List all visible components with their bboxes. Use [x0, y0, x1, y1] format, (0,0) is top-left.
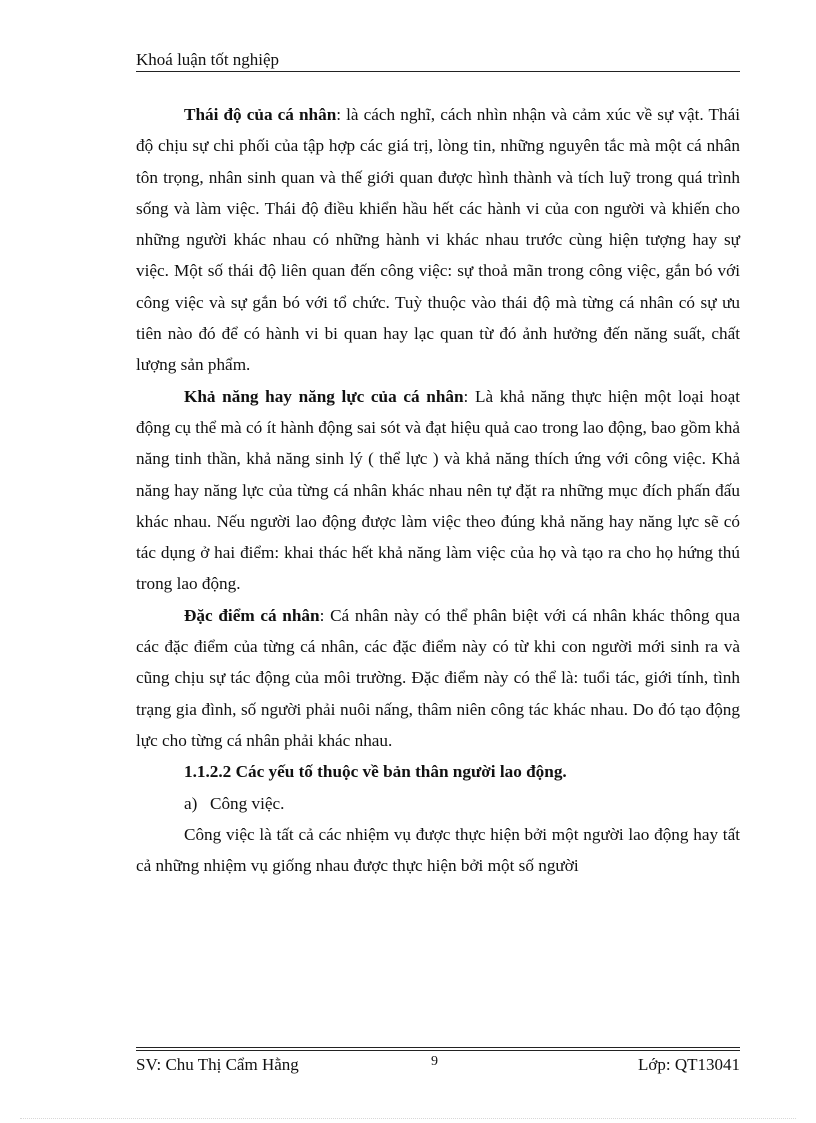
paragraph-ability: [136, 381, 740, 600]
list-item-label: Công việc.: [210, 793, 285, 813]
paragraph-characteristics-text: : Cá nhân này có thể phân biệt với cá nhân khác thông qua các đặc điểm của từng cá nhân, các đặc điểm này có từ khi con người mới sinh ra và cũng chịu sự tác động của môi trường. Đặc điểm này có thể là: tuổi tác, giới tính, tình trạng gia đình, số người phải nuôi nấng, thâm niên công tác khác nhau. Do đó tạo động lực cho từng cá nhân phải khác nhau.: [136, 605, 740, 750]
page-number: 9: [431, 1054, 438, 1069]
section-heading: 1.1.2.2 Các yếu tố thuộc về bản thân người lao động.: [184, 762, 567, 782]
page-edge-divider: [20, 1118, 796, 1119]
header-title: Khoá luận tốt nghiệp: [136, 50, 280, 69]
paragraph-attitude: [136, 99, 740, 381]
paragraph-job: Công việc là tất cả các nhiệm vụ được thực hiện bởi một người lao động hay tất cả những nhiệm vụ giống nhau được thực hiện bởi một số người: [136, 824, 740, 876]
footer-rule-bottom: [136, 1050, 740, 1051]
footer-class: Lớp: QT13041: [637, 1055, 740, 1074]
running-header: [136, 48, 740, 72]
footer-rule-top: [136, 1047, 740, 1048]
term-attitude: Thái độ của cá nhân: [184, 105, 337, 124]
list-marker: a): [184, 793, 198, 813]
list-item-job: [136, 788, 740, 819]
running-footer: [136, 1053, 740, 1077]
term-ability: Khả năng hay năng lực của cá nhân: [184, 386, 464, 406]
footer-student: SV: Chu Thị Cẩm Hằng: [136, 1055, 299, 1074]
term-characteristics: Đặc điểm cá nhân: [184, 605, 320, 625]
paragraph-characteristics: [136, 600, 740, 756]
header-rule: [136, 71, 740, 72]
paragraph-attitude-text: : là cách nghĩ, cách nhìn nhận và cảm xúc về sự vật. Thái độ chịu sự chi phối của tập hợp các giá trị, lòng tin, những nguyên tắc mà một cá nhân tôn trọng, nhân sinh quan và thế giới quan được hình thành và tích luỹ trong quá trình sống và làm việc. Thái độ điều khiển hầu hết các hành vi của con người và khiến cho những người khác nhau có những hành vi khác nhau trước cùng hiện tượng hay sự việc. Một số thái độ liên quan đến công việc: sự thoả mãn trong công việc, gắn bó với công việc và sự gắn bó với tổ chức. Tuỳ thuộc vào thái độ mà từng cá nhân có sự ưu tiên nào đó để có hành vi bi quan hay lạc quan từ đó ảnh hưởng đến năng suất, chất lượng sản phẩm.: [136, 105, 740, 375]
paragraph-ability-text: : Là khả năng thực hiện một loại hoạt động cụ thể mà có ít hành động sai sót và đạt hiệu quả cao trong lao động, bao gồm khả năng tinh thần, khả năng sinh lý ( thể lực ) và khả năng thích ứng với công việc. Khả năng hay năng lực của từng cá nhân khác nhau nên tự đặt ra những mục đích phấn đấu khác nhau. Nếu người lao động được làm việc theo đúng khả năng hay năng lực sẽ có tác dụng ở hai điểm: khai thác hết khả năng làm việc của họ và tạo ra cho họ hứng thú trong lao động.: [136, 386, 740, 594]
document-body: [136, 99, 740, 881]
